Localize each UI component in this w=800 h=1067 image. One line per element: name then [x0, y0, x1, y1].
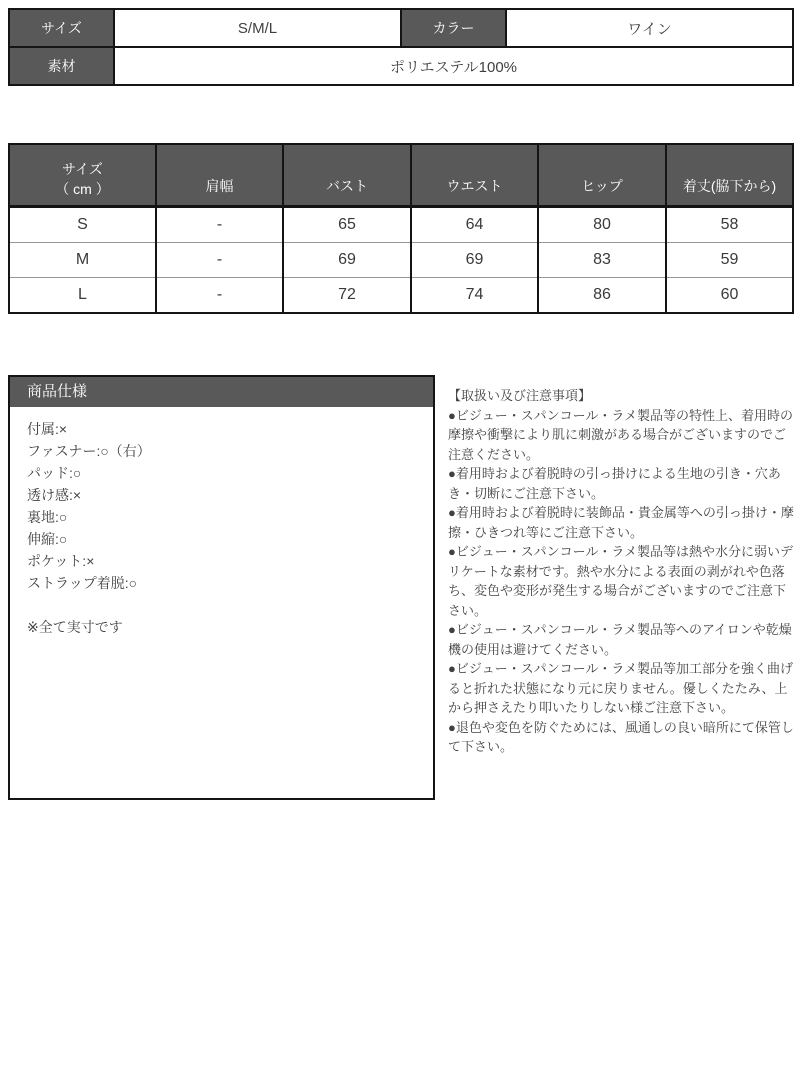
size-chart-header-row [9, 144, 793, 207]
waist-header-cell: ウエスト [411, 144, 538, 207]
cell-length: 58 [666, 207, 793, 243]
size-chart-row-m [9, 243, 793, 278]
care-note-item: ●着用時および着脱時の引っ掛けによる生地の引き・穴あき・切断にご注意下さい。 [448, 466, 781, 501]
color-label-cell: カラー [401, 9, 506, 47]
cell-size: S [9, 207, 156, 243]
cell-bust: 65 [283, 207, 411, 243]
care-note-item: ●ビジュー・スパンコール・ラメ製品等の特性上、着用時の摩擦や衝撃により肌に刺激がある場合がございますのでご注意ください。 [448, 407, 793, 462]
cell-waist: 74 [411, 278, 538, 314]
cell-shoulder: - [156, 243, 283, 278]
spec-note: ※全て実寸です [27, 619, 123, 635]
spec-item-pad: パッド:○ [27, 465, 82, 481]
care-notes-title: 【取扱い及び注意事項】 [448, 388, 592, 403]
product-spec-box [8, 375, 435, 800]
spec-box-title: 商品仕様 [10, 377, 433, 407]
cell-hip: 80 [538, 207, 666, 243]
spec-list [10, 407, 433, 638]
table-row [9, 47, 793, 85]
material-label-cell: 素材 [9, 47, 114, 85]
cell-length: 60 [666, 278, 793, 314]
size-cm-header-cell [9, 144, 156, 207]
cell-hip: 86 [538, 278, 666, 314]
material-value-cell: ポリエステル100% [114, 47, 793, 85]
spec-item-lining: 裏地:○ [27, 509, 68, 525]
care-note-item: ●ビジュー・スパンコール・ラメ製品等へのアイロンや乾燥機の使用は避けてください。 [448, 622, 792, 657]
cell-bust: 72 [283, 278, 411, 314]
length-header-cell: 着丈(脇下から) [666, 144, 793, 207]
spec-item-pocket: ポケット:× [27, 553, 95, 569]
product-info-table [8, 8, 794, 86]
cell-bust: 69 [283, 243, 411, 278]
size-chart-table [8, 143, 794, 314]
bust-header-cell: バスト [283, 144, 411, 207]
cell-hip: 83 [538, 243, 666, 278]
color-value-cell: ワイン [506, 9, 793, 47]
cell-shoulder: - [156, 207, 283, 243]
size-header-line1: サイズ [62, 161, 103, 177]
spec-item-accessory: 付属:× [27, 421, 68, 437]
care-note-item: ●着用時および着脱時に装飾品・貴金属等への引っ掛け・摩擦・ひきつれ等にご注意下さい。 [448, 505, 794, 540]
cell-length: 59 [666, 243, 793, 278]
care-note-item: ●ビジュー・スパンコール・ラメ製品等加工部分を強く曲げると折れた状態になり元に戻りません。優しくたたみ、上から押さえたり叩いたりしない様ご注意下さい。 [448, 661, 793, 715]
size-header-line2: （ cm ） [55, 181, 110, 197]
table-row [9, 9, 793, 47]
cell-size: L [9, 278, 156, 314]
cell-waist: 69 [411, 243, 538, 278]
care-note-item: ●ビジュー・スパンコール・ラメ製品等は熱や水分に弱いデリケートな素材です。熱や水分による表面の剥がれや色落ち、変色や変形が発生する場合がございますのでご注意下さい。 [448, 544, 793, 618]
shoulder-header-cell: 肩幅 [156, 144, 283, 207]
cell-size: M [9, 243, 156, 278]
size-value-cell: S/M/L [114, 9, 401, 47]
size-chart-row-l [9, 278, 793, 314]
cell-waist: 64 [411, 207, 538, 243]
hip-header-cell: ヒップ [538, 144, 666, 207]
size-chart-row-s [9, 207, 793, 243]
care-note-item: ●退色や変色を防ぐためには、風通しの良い暗所にて保管して下さい。 [448, 719, 794, 754]
spec-item-strap: ストラップ着脱:○ [27, 575, 138, 591]
spec-item-stretch: 伸縮:○ [27, 531, 68, 547]
spec-item-sheerness: 透け感:× [27, 487, 82, 503]
care-notes-section [448, 386, 795, 757]
size-label-cell: サイズ [9, 9, 114, 47]
spec-item-fastener: ファスナー:○（右） [27, 443, 151, 459]
cell-shoulder: - [156, 278, 283, 314]
